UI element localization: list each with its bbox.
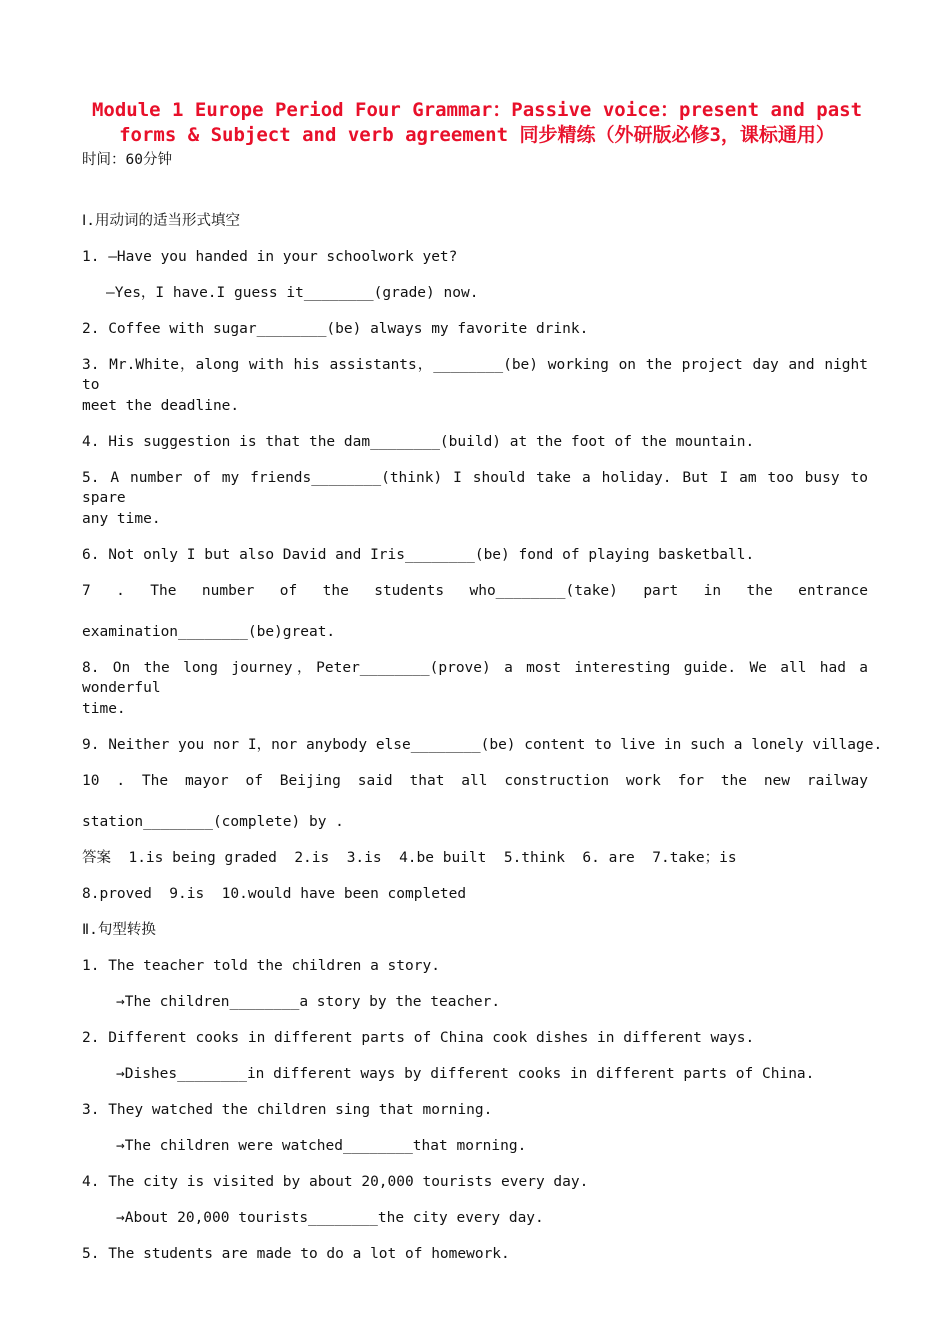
question-5: 5. A number of my friends________(think) I should take a holiday. But I am too busy to spare [82, 470, 868, 506]
question-6: 6. Not only I but also David and Iris________(be) fond of playing basketball. [82, 547, 755, 563]
question-7: 7 . The number of the students who________(take) part in the entrance [82, 583, 868, 599]
question-10-continued: station________(complete) by . [82, 814, 344, 830]
rewrite-4: 4. The city is visited by about 20,000 tourists every day. [82, 1174, 589, 1190]
rewrite-3: 3. They watched the children sing that morning. [82, 1102, 493, 1118]
question-8-continued: time. [82, 701, 126, 717]
rewrite-1: 1. The teacher told the children a story. [82, 958, 440, 974]
question-3: 3. Mr.White，along with his assistants，________(be) working on the project day and night to [82, 357, 868, 393]
rewrite-1-target: →The children________a story by the teacher. [116, 994, 501, 1010]
question-5-continued: any time. [82, 511, 161, 527]
section-1-heading: Ⅰ.用动词的适当形式填空 [82, 213, 241, 229]
question-7-continued: examination________(be)great. [82, 624, 336, 640]
answer-key-line-1: 答案 1.is being graded 2.is 3.is 4.be built 5.think 6. are 7.take；is [82, 850, 737, 866]
rewrite-4-target: →About 20,000 tourists________the city every day. [116, 1210, 544, 1226]
question-1-response: —Yes，I have.I guess it________(grade) now. [106, 285, 479, 301]
time-limit: 时间：60分钟 [82, 152, 172, 168]
question-8: 8. On the long journey，Peter________(prove) a most interesting guide. We all had a wonderful [82, 660, 868, 696]
rewrite-2: 2. Different cooks in different parts of China cook dishes in different ways. [82, 1030, 755, 1046]
rewrite-3-target: →The children were watched________that morning. [116, 1138, 527, 1154]
question-1: 1. —Have you handed in your schoolwork yet? [82, 249, 458, 265]
rewrite-5: 5. The students are made to do a lot of homework. [82, 1246, 510, 1262]
question-10: 10 . The mayor of Beijing said that all construction work for the new railway [82, 773, 868, 789]
answer-key-line-2: 8.proved 9.is 10.would have been completed [82, 886, 467, 902]
question-9: 9. Neither you nor I，nor anybody else________(be) content to live in such a lonely village. [82, 737, 883, 753]
document-title: Module 1 Europe Period Four Grammar：Passive voice：present and past forms & Subject and verb agreement 同步精练（外研版必修3，课标通用） [91, 99, 863, 146]
question-2: 2. Coffee with sugar________(be) always my favorite drink. [82, 321, 589, 337]
question-3-continued: meet the deadline. [82, 398, 240, 414]
rewrite-2-target: →Dishes________in different ways by different cooks in different parts of China. [116, 1066, 815, 1082]
question-4: 4. His suggestion is that the dam________(build) at the foot of the mountain. [82, 434, 755, 450]
section-2-heading: Ⅱ.句型转换 [82, 922, 156, 938]
